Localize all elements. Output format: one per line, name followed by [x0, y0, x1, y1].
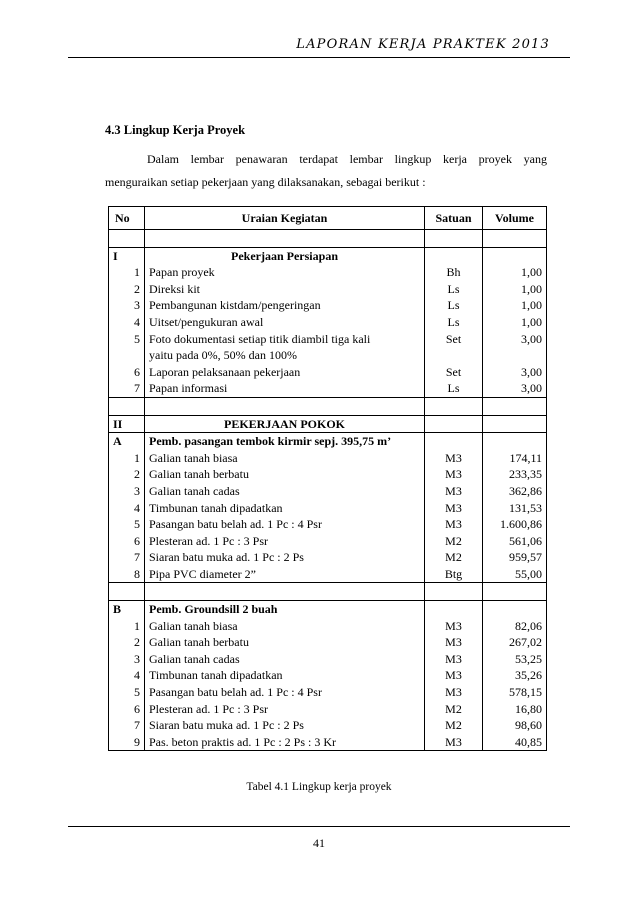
item-number: 3: [109, 297, 145, 314]
item-number: 2: [109, 466, 145, 483]
footer-rule: [68, 826, 570, 827]
group-row: [109, 415, 547, 433]
item-description: Galian tanah berbatu: [145, 634, 425, 651]
item-description: Galian tanah biasa: [145, 450, 425, 467]
table-row: [109, 314, 547, 331]
item-unit: M3: [425, 516, 483, 533]
blank-cell: [483, 415, 547, 433]
item-description: Galian tanah cadas: [145, 651, 425, 668]
item-volume: 267,02: [483, 634, 547, 651]
item-description: Direksi kit: [145, 281, 425, 298]
item-number: 3: [109, 483, 145, 500]
item-number: 4: [109, 667, 145, 684]
item-unit: M2: [425, 533, 483, 550]
table-caption: Tabel 4.1 Lingkup kerja proyek: [246, 781, 392, 793]
item-description: Siaran batu muka ad. 1 Pc : 2 Ps: [145, 717, 425, 734]
item-number: 7: [109, 380, 145, 397]
item-description-continued: yaitu pada 0%, 50% dan 100%: [145, 347, 425, 364]
page-number: 41: [313, 836, 325, 850]
table-row: [109, 684, 547, 701]
table-row: [109, 281, 547, 298]
item-volume: 959,57: [483, 549, 547, 566]
group-row: [109, 247, 547, 264]
item-volume: 1,00: [483, 281, 547, 298]
table-header-row: [109, 207, 547, 230]
work-scope-table: [108, 206, 547, 751]
paragraph-line-1: Dalam lembar penawaran terdapat lembar lingkup kerja proyek yang: [147, 152, 547, 166]
item-unit: Ls: [425, 297, 483, 314]
item-volume: 1,00: [483, 297, 547, 314]
table-row: [109, 701, 547, 718]
item-unit: M3: [425, 667, 483, 684]
section-heading: 4.3 Lingkup Kerja Proyek: [105, 123, 246, 137]
item-description: Pas. beton praktis ad. 1 Pc : 2 Ps : 3 Kr: [145, 734, 425, 751]
item-unit: M3: [425, 684, 483, 701]
item-unit: M3: [425, 466, 483, 483]
group-number: A: [109, 433, 145, 450]
item-volume: 35,26: [483, 667, 547, 684]
item-description: Pipa PVC diameter 2”: [145, 566, 425, 583]
item-description: Pasangan batu belah ad. 1 Pc : 4 Psr: [145, 516, 425, 533]
item-volume: 98,60: [483, 717, 547, 734]
table-row: [109, 634, 547, 651]
item-unit: Btg: [425, 566, 483, 583]
item-description: Papan informasi: [145, 380, 425, 397]
header-satuan: Satuan: [425, 207, 483, 230]
item-description: Plesteran ad. 1 Pc : 3 Psr: [145, 533, 425, 550]
item-unit: Set: [425, 331, 483, 348]
item-description: Timbunan tanah dipadatkan: [145, 500, 425, 517]
group-number: B: [109, 601, 145, 618]
table-row: [109, 516, 547, 533]
header-volume: Volume: [483, 207, 547, 230]
item-number: 4: [109, 314, 145, 331]
item-unit: M2: [425, 701, 483, 718]
table-row: [109, 483, 547, 500]
item-unit: Ls: [425, 314, 483, 331]
blank-cell: [483, 433, 547, 450]
item-description: Siaran batu muka ad. 1 Pc : 2 Ps: [145, 549, 425, 566]
group-row: [109, 433, 547, 450]
item-number: 6: [109, 701, 145, 718]
item-unit: Ls: [425, 281, 483, 298]
blank-cell: [109, 397, 145, 415]
blank-row: [109, 583, 547, 601]
item-volume: 578,15: [483, 684, 547, 701]
item-volume: 362,86: [483, 483, 547, 500]
blank-cell: [483, 583, 547, 601]
item-unit: M3: [425, 634, 483, 651]
item-description: Pembangunan kistdam/pengeringan: [145, 297, 425, 314]
header-uraian: Uraian Kegiatan: [145, 207, 425, 230]
group-number: I: [109, 247, 145, 264]
table-row: [109, 264, 547, 281]
blank-row: [109, 230, 547, 248]
item-volume: 40,85: [483, 734, 547, 751]
item-volume: 3,00: [483, 380, 547, 397]
item-volume: 561,06: [483, 533, 547, 550]
item-volume: 3,00: [483, 364, 547, 381]
item-number-empty: [109, 347, 145, 364]
item-unit: M3: [425, 651, 483, 668]
table-row: [109, 450, 547, 467]
item-volume-empty: [483, 347, 547, 364]
item-number: 2: [109, 634, 145, 651]
group-title: Pemb. Groundsill 2 buah: [145, 601, 425, 618]
item-number: 5: [109, 684, 145, 701]
table-row: [109, 380, 547, 397]
header-no: No: [109, 207, 145, 230]
group-title: PEKERJAAN POKOK: [145, 415, 425, 433]
item-number: 5: [109, 331, 145, 348]
table-row: [109, 500, 547, 517]
table-row: [109, 717, 547, 734]
item-unit: M3: [425, 734, 483, 751]
blank-cell: [425, 415, 483, 433]
item-number: 3: [109, 651, 145, 668]
blank-cell: [145, 583, 425, 601]
item-number: 9: [109, 734, 145, 751]
item-unit: M3: [425, 450, 483, 467]
item-volume: 3,00: [483, 331, 547, 348]
item-volume: 82,06: [483, 618, 547, 635]
item-description: Foto dokumentasi setiap titik diambil tiga kali: [145, 331, 425, 348]
item-number: 7: [109, 717, 145, 734]
table-row: [109, 533, 547, 550]
blank-cell: [483, 397, 547, 415]
item-volume: 174,11: [483, 450, 547, 467]
table-row: [109, 364, 547, 381]
blank-cell: [425, 601, 483, 618]
item-unit: Ls: [425, 380, 483, 397]
item-volume: 53,25: [483, 651, 547, 668]
item-unit: Bh: [425, 264, 483, 281]
group-title: Pemb. pasangan tembok kirmir sepj. 395,75 m’: [145, 433, 425, 450]
blank-cell: [425, 397, 483, 415]
item-number: 6: [109, 533, 145, 550]
table-row: [109, 297, 547, 314]
item-description: Timbunan tanah dipadatkan: [145, 667, 425, 684]
item-number: 1: [109, 450, 145, 467]
item-volume: 233,35: [483, 466, 547, 483]
item-number: 6: [109, 364, 145, 381]
table-row: [109, 566, 547, 583]
blank-cell: [145, 397, 425, 415]
item-volume: 131,53: [483, 500, 547, 517]
item-description: Plesteran ad. 1 Pc : 3 Psr: [145, 701, 425, 718]
item-description: Laporan pelaksanaan pekerjaan: [145, 364, 425, 381]
table-row: [109, 651, 547, 668]
item-volume: 1,00: [483, 314, 547, 331]
intro-paragraph: [105, 148, 547, 194]
item-number: 1: [109, 618, 145, 635]
item-unit: M3: [425, 483, 483, 500]
item-unit: M2: [425, 549, 483, 566]
item-unit: M3: [425, 618, 483, 635]
item-number: 2: [109, 281, 145, 298]
group-number: II: [109, 415, 145, 433]
item-description: Pasangan batu belah ad. 1 Pc : 4 Psr: [145, 684, 425, 701]
table-row: [109, 667, 547, 684]
group-title: Pekerjaan Persiapan: [145, 247, 425, 264]
item-description: Galian tanah biasa: [145, 618, 425, 635]
blank-cell: [109, 583, 145, 601]
item-number: 5: [109, 516, 145, 533]
item-volume: 1.600,86: [483, 516, 547, 533]
item-description: Galian tanah berbatu: [145, 466, 425, 483]
item-description: Uitset/pengukuran awal: [145, 314, 425, 331]
paragraph-line-2: menguraikan setiap pekerjaan yang dilaksanakan, sebagai berikut :: [105, 175, 426, 189]
item-volume: 1,00: [483, 264, 547, 281]
header-rule: [68, 57, 570, 58]
item-unit: M3: [425, 500, 483, 517]
item-volume: 55,00: [483, 566, 547, 583]
blank-row: [109, 397, 547, 415]
item-number: 8: [109, 566, 145, 583]
table-row: [109, 331, 547, 348]
item-description: Galian tanah cadas: [145, 483, 425, 500]
item-unit: Set: [425, 364, 483, 381]
item-number: 7: [109, 549, 145, 566]
item-description: Papan proyek: [145, 264, 425, 281]
item-number: 4: [109, 500, 145, 517]
item-volume: 16,80: [483, 701, 547, 718]
table-row: [109, 618, 547, 635]
group-row: [109, 601, 547, 618]
item-unit-empty: [425, 347, 483, 364]
table-row: [109, 466, 547, 483]
item-number: 1: [109, 264, 145, 281]
table-row: [109, 549, 547, 566]
blank-cell: [425, 433, 483, 450]
table-row-continuation: [109, 347, 547, 364]
table-row: [109, 734, 547, 751]
blank-cell: [425, 583, 483, 601]
blank-cell: [483, 601, 547, 618]
item-unit: M2: [425, 717, 483, 734]
running-header-title: LAPORAN KERJA PRAKTEK 2013: [296, 37, 550, 52]
